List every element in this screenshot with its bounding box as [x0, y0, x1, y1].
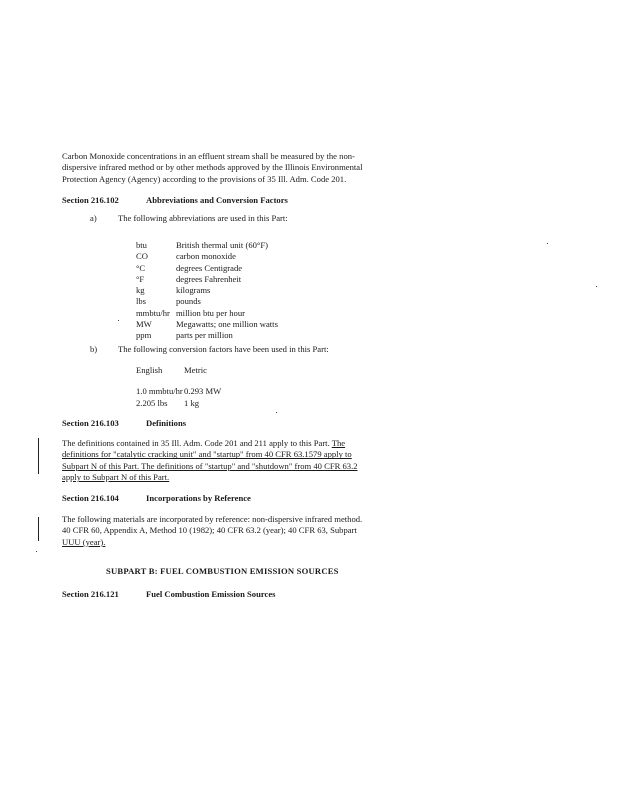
abbr-term: °C: [136, 262, 146, 273]
abbr-meaning: kilograms: [176, 285, 211, 296]
intro-line: Protection Agency (Agency) according to the provisions of 35 Ill. Adm. Code 201.: [62, 173, 347, 184]
inserted-text: Subpart N of this Part. The definitions of "startup" and "shutdown" from 40 CFR 63.2: [62, 460, 358, 471]
inserted-text: The: [331, 438, 346, 448]
abbr-term: kg: [136, 285, 145, 296]
section-title: Definitions: [146, 418, 187, 428]
table-row: [136, 386, 221, 397]
table-row: [136, 308, 278, 319]
section-title: Fuel Combustion Emission Sources: [146, 589, 276, 599]
abbr-term: °F: [136, 273, 145, 284]
definitions-line: [62, 438, 402, 449]
incorporations-paragraph: [62, 514, 402, 548]
section-title: Incorporations by Reference: [146, 493, 251, 503]
section-216-102-heading: [62, 195, 288, 206]
abbr-meaning: British thermal unit (60°F): [176, 240, 268, 250]
section-number: Section 216.102: [62, 195, 119, 205]
table-row: [136, 240, 278, 251]
abbr-meaning: degrees Fahrenheit: [176, 273, 242, 284]
inserted-text: apply to Subpart N of this Part.: [62, 472, 170, 483]
section-216-103-heading: [62, 418, 186, 429]
abbr-term: btu: [136, 240, 147, 250]
abbr-term: ppm: [136, 330, 152, 341]
abbr-term: MW: [136, 319, 152, 330]
column-header: English: [136, 365, 163, 375]
abbr-meaning: degrees Centigrade: [176, 262, 243, 273]
abbr-term: lbs: [136, 296, 147, 307]
abbr-meaning: pounds: [176, 296, 201, 307]
revision-change-bar: [38, 517, 39, 541]
abbr-meaning: carbon monoxide: [176, 251, 236, 262]
section-216-104-heading: [62, 493, 251, 504]
metric-value: 0.293 MW: [184, 386, 222, 397]
section-216-121-heading: [62, 589, 276, 600]
abbr-meaning: million btu per hour: [176, 307, 245, 318]
scan-speck: [276, 412, 277, 413]
abbreviations-table: [136, 240, 278, 342]
revision-change-bar: [38, 438, 39, 474]
definitions-text: The definitions contained in 35 Ill. Adm. Code 201 and 211 apply to this Part.: [62, 438, 330, 448]
table-row: [136, 251, 278, 262]
inserted-text: definitions for "catalytic cracking unit" and "startup" from 40 CFR 63.1579 apply to: [62, 449, 352, 460]
intro-line: dispersive infrared method or by other methods approved by the Illinois Environmental: [62, 162, 363, 173]
table-row: [136, 398, 221, 409]
scan-speck: [547, 243, 548, 244]
table-row: [136, 285, 278, 296]
abbr-meaning: Megawatts; one million watts: [176, 319, 278, 330]
table-row: [136, 319, 278, 330]
column-header: Metric: [184, 365, 207, 375]
subsection-a-label: a): [90, 213, 97, 223]
incorporations-line: The following materials are incorporated by reference: non-dispersive infrared method.: [62, 514, 363, 524]
incorporations-line: 40 CFR 60, Appendix A, Method 10 (1982); 40 CFR 63.2 (year); 40 CFR 63, Subpart: [62, 525, 357, 536]
scan-speck: [596, 286, 597, 287]
table-row: [136, 263, 278, 274]
definitions-paragraph: [62, 438, 402, 484]
intro-paragraph: [62, 151, 402, 185]
section-number: Section 216.104: [62, 493, 119, 503]
metric-value: 1 kg: [184, 397, 200, 408]
conversion-table: [136, 365, 221, 409]
table-row: [136, 330, 278, 341]
section-number: Section 216.103: [62, 418, 119, 428]
inserted-text: UUU (year).: [62, 536, 106, 547]
section-title: Abbreviations and Conversion Factors: [146, 195, 288, 205]
table-header-row: [136, 365, 221, 376]
subsection-b-text: The following conversion factors have been used in this Part:: [118, 344, 329, 354]
english-value: 2.205 lbs: [136, 397, 168, 408]
scan-speck: [118, 320, 119, 321]
section-number: Section 216.121: [62, 589, 119, 599]
intro-line: Carbon Monoxide concentrations in an effluent stream shall be measured by the non-: [62, 151, 355, 161]
subpart-heading: SUBPART B: FUEL COMBUSTION EMISSION SOURCES: [106, 566, 339, 576]
english-value: 1.0 mmbtu/hr: [136, 386, 183, 397]
abbr-meaning: parts per million: [176, 330, 233, 341]
abbr-term: mmbtu/hr: [136, 307, 170, 318]
abbr-term: CO: [136, 251, 148, 262]
subsection-b-label: b): [90, 344, 98, 354]
scan-speck: [36, 551, 37, 552]
subsection-a-text: The following abbreviations are used in this Part:: [118, 213, 288, 223]
table-row: [136, 296, 278, 307]
table-row: [136, 274, 278, 285]
